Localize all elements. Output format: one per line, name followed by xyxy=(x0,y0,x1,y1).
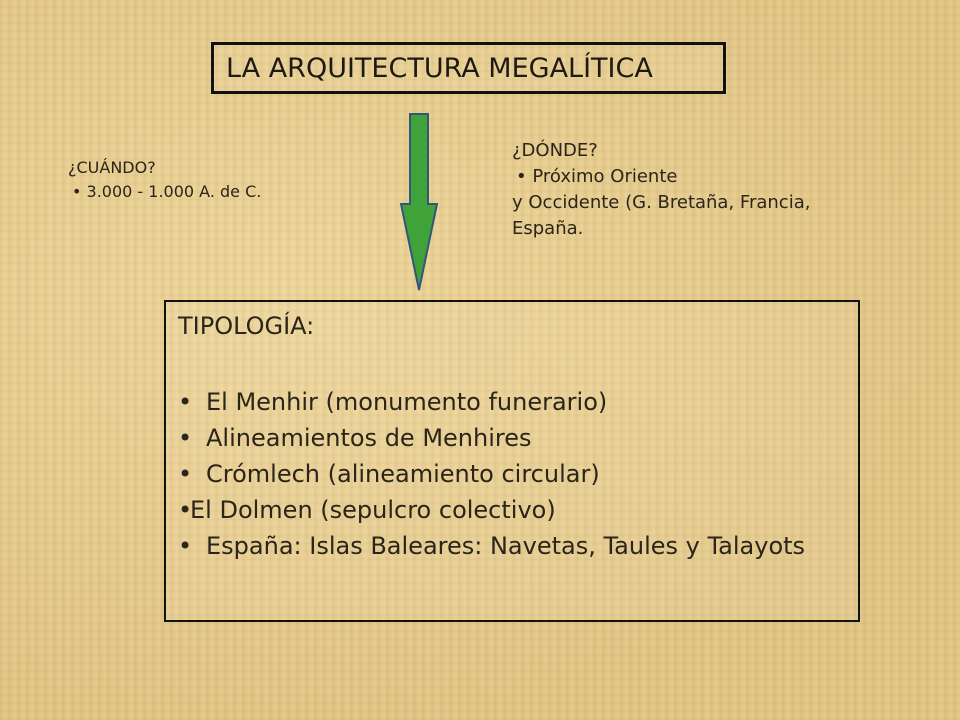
list-item xyxy=(178,492,848,528)
title-box xyxy=(211,42,726,94)
list-item-text: España: Islas Baleares: Navetas, Taules y Talayots xyxy=(206,532,806,560)
when-item xyxy=(68,180,261,204)
when-item-text: 3.000 - 1.000 A. de C. xyxy=(86,182,262,201)
list-item-text: El Dolmen (sepulcro colectivo) xyxy=(190,496,556,524)
list-item xyxy=(178,528,848,564)
bullet-icon: • xyxy=(178,496,193,524)
list-item xyxy=(178,420,848,456)
where-heading: ¿DÓNDE? xyxy=(512,140,598,161)
typology-list xyxy=(178,384,848,564)
bullet-icon: • xyxy=(72,182,82,201)
where-continuation-line: España. xyxy=(512,218,584,239)
where-item-text: Próximo Oriente xyxy=(532,166,678,187)
typology-heading: TIPOLOGÍA: xyxy=(178,312,315,340)
list-item-text: Alineamientos de Menhires xyxy=(206,424,532,452)
bullet-icon: • xyxy=(178,424,193,452)
where-section xyxy=(512,138,810,242)
where-continuation-line: y Occidente (G. Bretaña, Francia, xyxy=(512,192,811,213)
list-item-text: El Menhir (monumento funerario) xyxy=(206,388,608,416)
bullet-icon: • xyxy=(178,532,193,560)
when-heading: ¿CUÁNDO? xyxy=(68,158,156,177)
when-section xyxy=(68,156,261,204)
typology-box xyxy=(164,300,860,622)
down-arrow-icon xyxy=(399,112,439,292)
list-item-text: Crómlech (alineamiento circular) xyxy=(206,460,600,488)
list-item xyxy=(178,456,848,492)
where-item xyxy=(512,164,810,190)
bullet-icon: • xyxy=(178,460,193,488)
slide-title: LA ARQUITECTURA MEGALÍTICA xyxy=(226,53,653,84)
bullet-icon: • xyxy=(178,388,193,416)
list-item xyxy=(178,384,848,420)
bullet-icon: • xyxy=(516,166,527,187)
down-arrow-shape xyxy=(401,114,437,290)
